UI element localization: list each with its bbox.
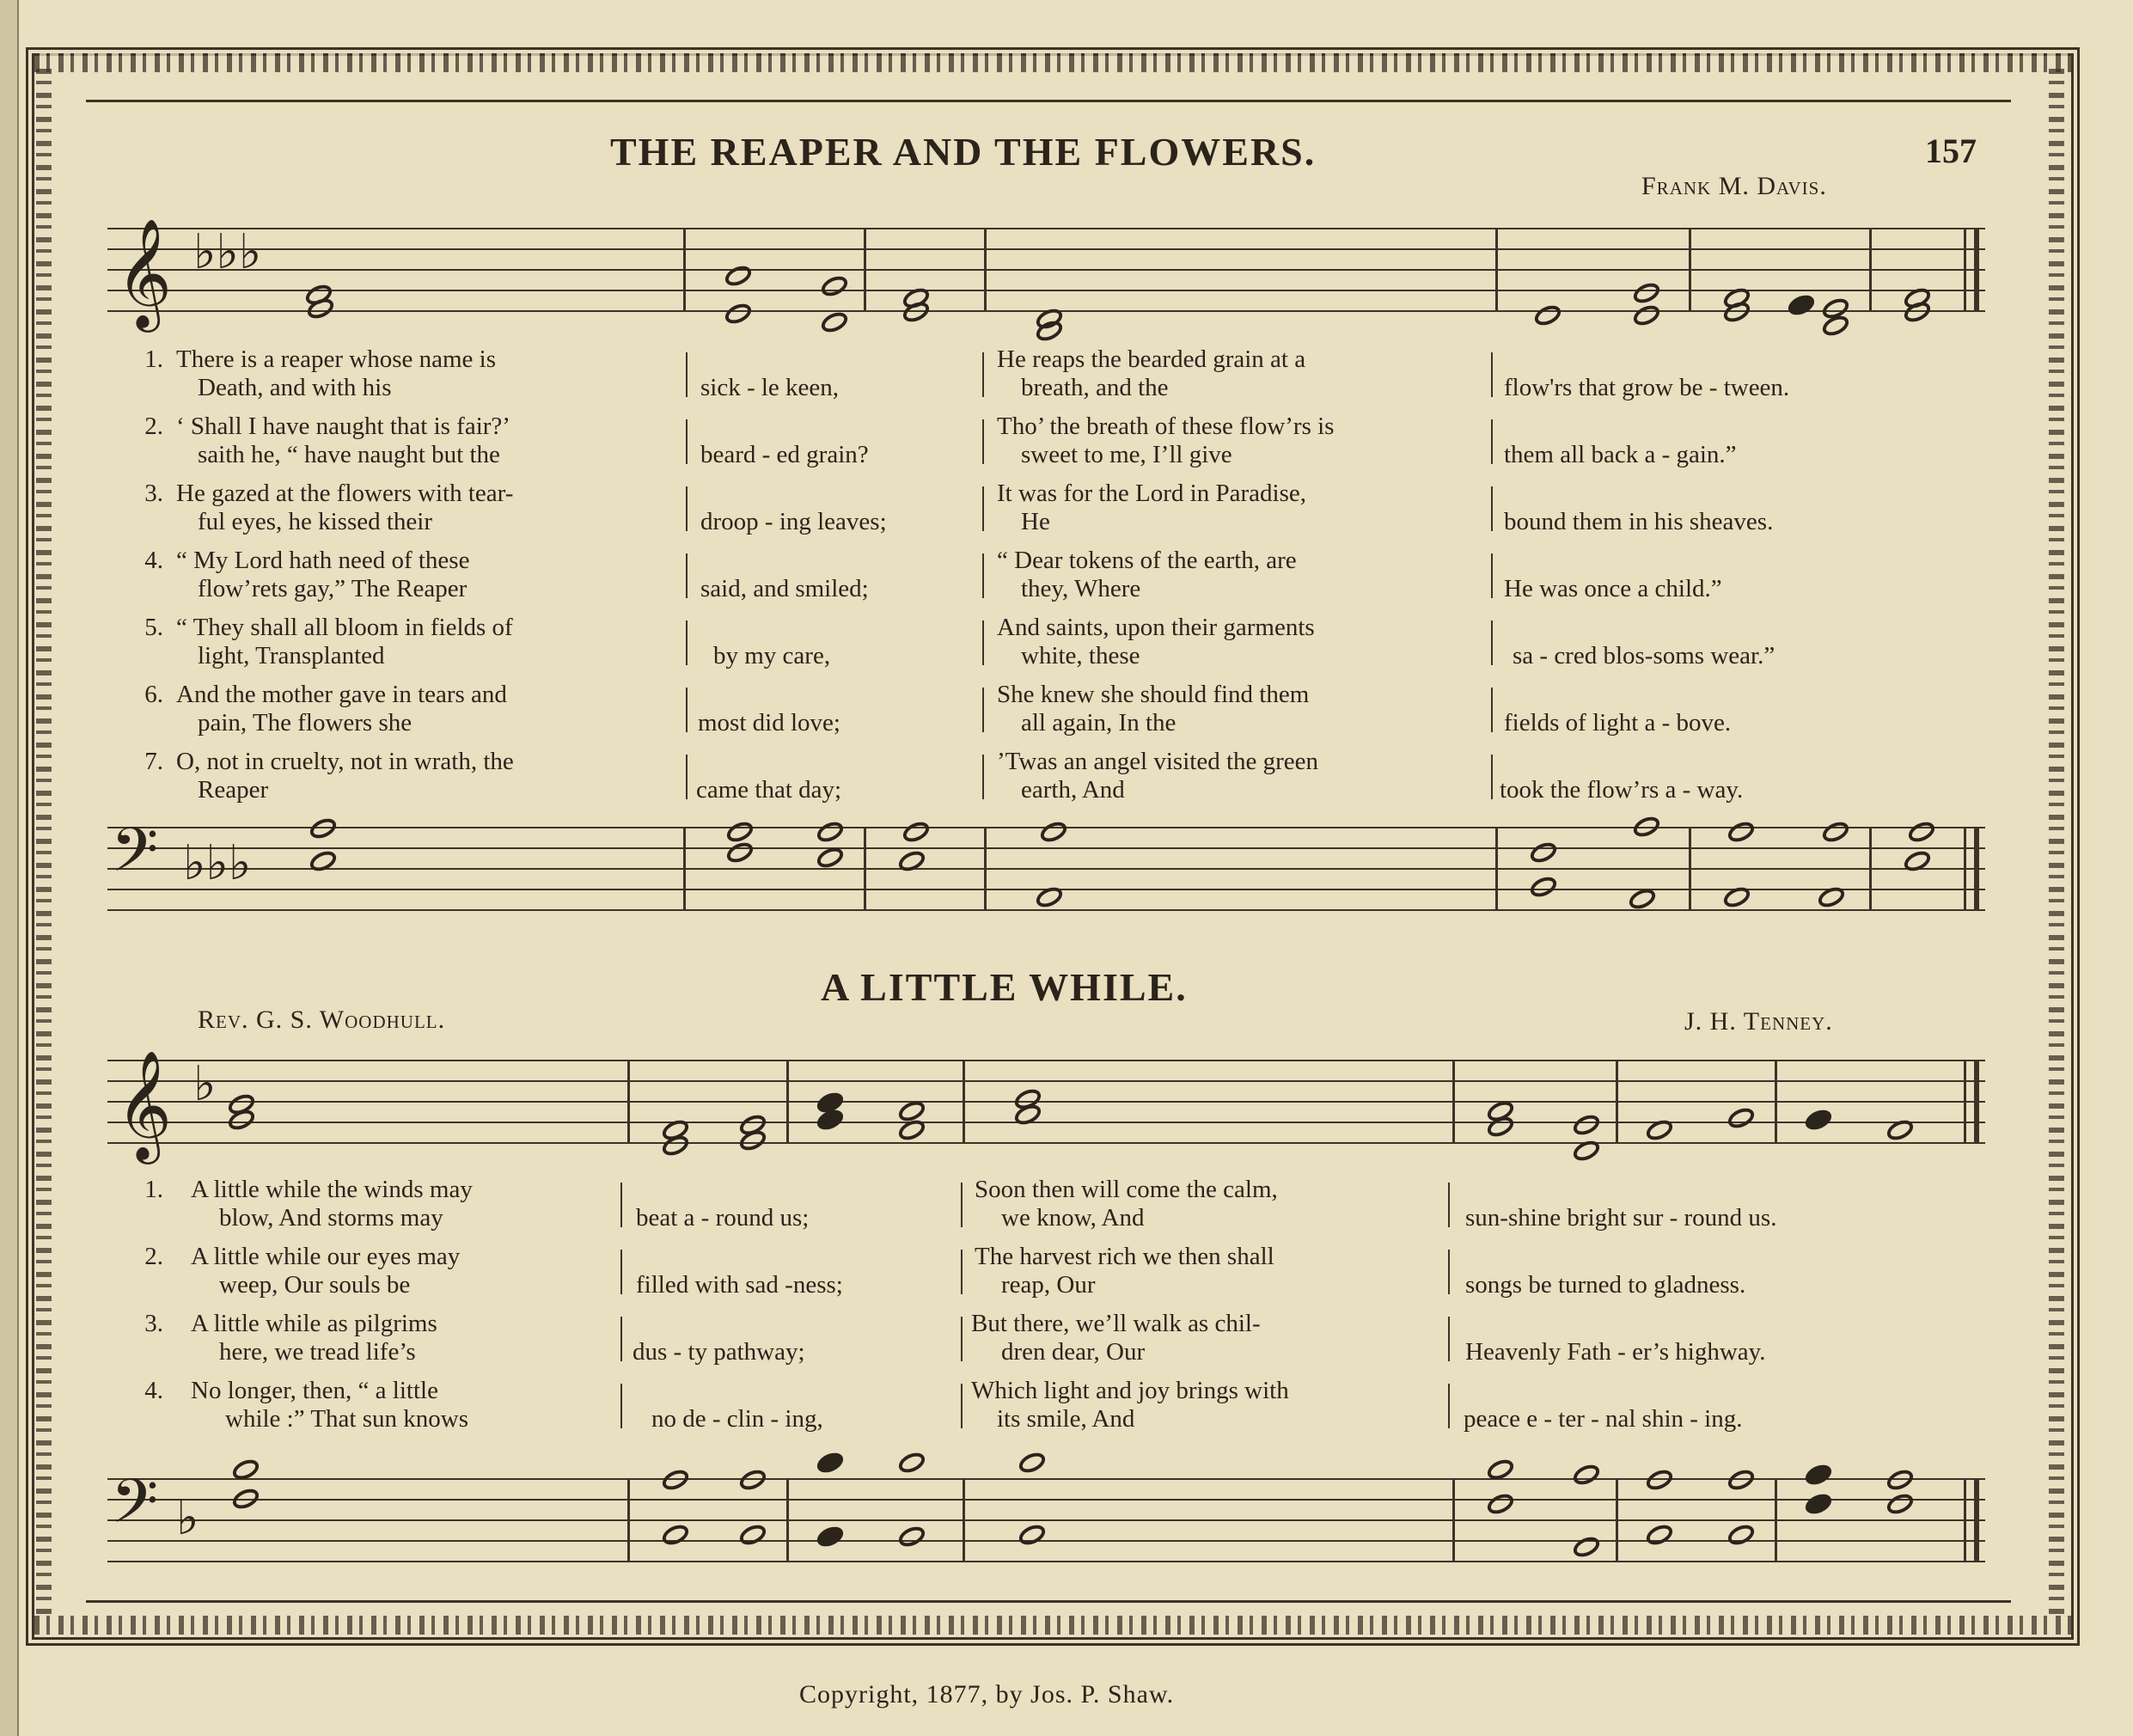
page-number: 157 [1925, 131, 1977, 170]
top-rule [86, 100, 2011, 102]
copyright-line: Copyright, 1877, by Jos. P. Shaw. [799, 1680, 1175, 1708]
border-top-ornament [34, 53, 2071, 72]
bass-clef-icon: 𝄢 [111, 815, 159, 901]
flat-signature-icon: ♭ [176, 1490, 199, 1546]
treble-clef-icon: 𝄞 [116, 1049, 173, 1159]
song2-treble-staff [107, 1049, 1985, 1159]
treble-clef-icon: 𝄞 [116, 217, 173, 327]
song2-composer: J. H. Tenney. [1684, 1007, 1833, 1036]
song1-bass-staff [107, 815, 1985, 921]
song1-treble-staff [107, 217, 1985, 327]
border-right-ornament [2049, 69, 2064, 1616]
border-left-ornament [36, 69, 52, 1616]
flat-signature-icon: ♭♭♭ [183, 835, 252, 891]
song2-bass-staff [107, 1466, 1985, 1573]
border-bottom-ornament [34, 1616, 2071, 1635]
bass-clef-icon: 𝄢 [111, 1466, 159, 1552]
song2-lyricist: Rev. G. S. Woodhull. [198, 1006, 446, 1034]
bottom-rule [86, 1600, 2011, 1603]
page-edge [0, 0, 19, 1736]
song1-title: THE REAPER AND THE FLOWERS. [610, 130, 1317, 174]
flat-signature-icon: ♭ [193, 1056, 217, 1112]
song1-composer: Frank M. Davis. [1641, 172, 1827, 200]
flat-signature-icon: ♭♭♭ [193, 224, 262, 280]
song2-title: A LITTLE WHILE. [821, 965, 1188, 1009]
